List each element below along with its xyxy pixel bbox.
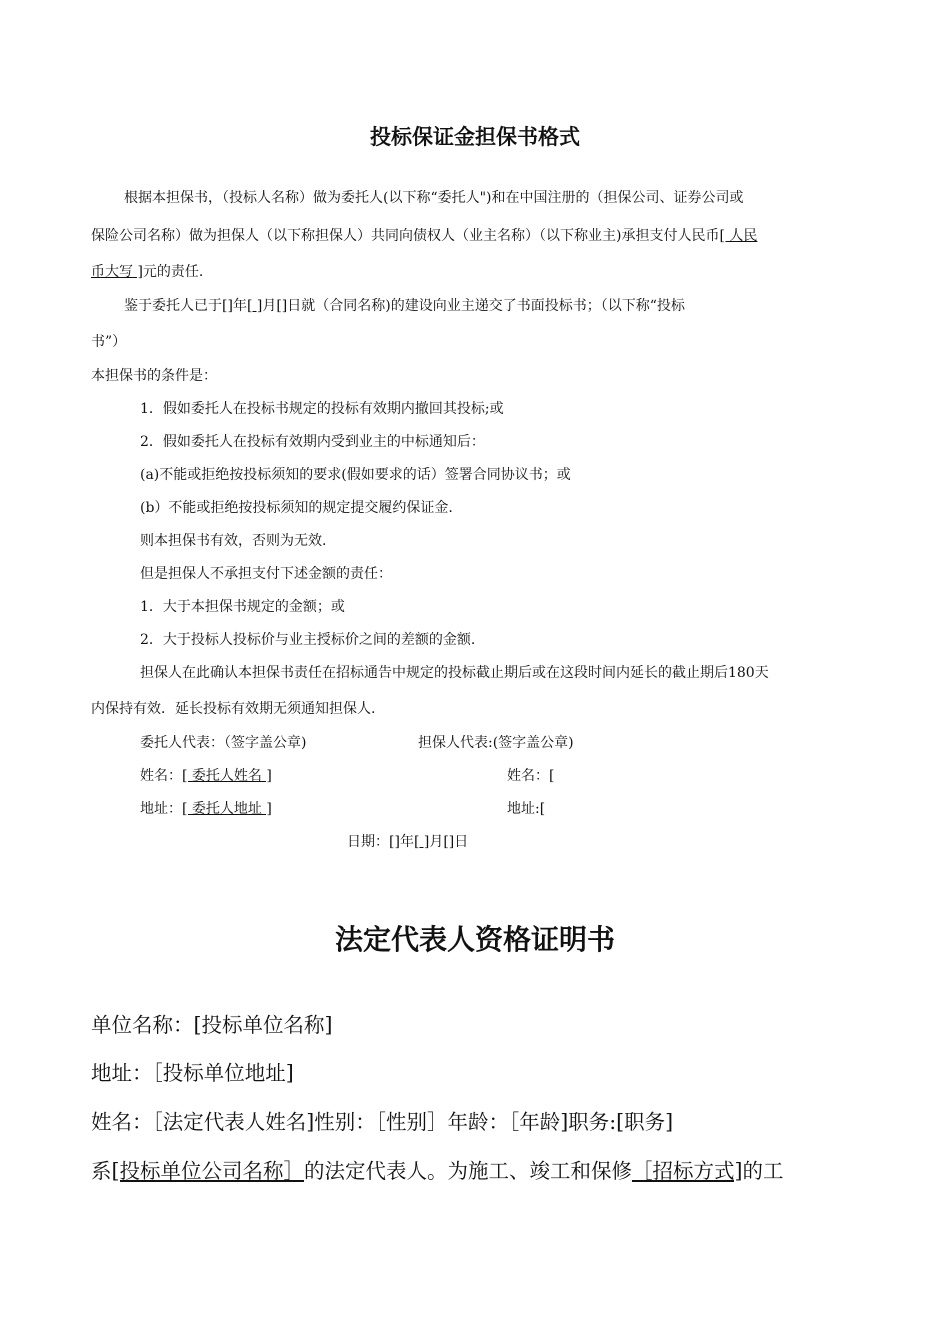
blank-field-tender-method: ［招标方式] [632, 1159, 743, 1183]
paragraph-2-line-2: 书”） [91, 334, 127, 350]
blank-field-guarantor-address: [ [539, 801, 546, 817]
principal-address-label: 地址： [140, 801, 182, 817]
blank-field-day: [] [276, 298, 288, 314]
guarantor-name-row [507, 766, 554, 786]
blank-field-principal-name: [ 委托人姓名 ] [182, 768, 272, 784]
paragraph-1-line-1: 根据本担保书，（投标人名称）做为委托人(以下称“委托人")和在中国注册的（担保公司、证券公司或 [124, 190, 744, 206]
principal-representative-label: 委托人代表：（签字盖公章) [140, 735, 307, 751]
guarantor-address-label: 地址: [507, 801, 540, 817]
text-segment: 月 [262, 298, 277, 314]
blank-field-date-month: [ ] [413, 834, 430, 850]
guarantor-representative-label: 担保人代表:(签字盖公章) [418, 735, 574, 751]
blank-field-month: [ ] [246, 298, 263, 314]
exclusion-intro: 但是担保人不承担支付下述金额的责任： [140, 566, 392, 582]
representative-info-line: 姓名：［法定代表人姓名]性别：［性别］年龄：［年龄]职务:[职务] [91, 1110, 674, 1134]
condition-2b: (b）不能或拒绝按投标须知的规定提交履约保证金. [140, 500, 453, 516]
date-label: 日期： [347, 834, 389, 850]
text-segment: 鉴于委托人已于 [124, 298, 222, 314]
blank-field-guarantor-name: [ [549, 768, 555, 784]
principal-name-row [140, 766, 272, 786]
conditions-intro: 本担保书的条件是： [91, 368, 217, 384]
blank-field-year: [] [222, 298, 233, 314]
text-segment: 元的责任. [142, 264, 204, 280]
text-segment: 年 [399, 834, 414, 850]
exclusion-2: 2．大于投标人投标价与业主授标价之间的差额的金额. [140, 632, 476, 648]
blank-field-rmb-amount: [ 人民 [719, 228, 758, 244]
paragraph-1-line-3 [91, 262, 203, 282]
text-segment: 年 [232, 298, 247, 314]
blank-field-date-year: [] [389, 834, 400, 850]
validity-statement: 则本担保书有效，否则为无效. [140, 533, 327, 549]
text-segment: 日 [454, 834, 469, 850]
unit-name-line: 单位名称：[投标单位名称] [91, 1013, 333, 1037]
text-segment: 日就（合同名称)的建设向业主递交了书面投标书；（以下称“投标 [287, 298, 685, 314]
principal-address-row [140, 799, 272, 819]
text-segment: 系 [91, 1159, 112, 1183]
blank-field-company-name: [投标单位公司名称］ [111, 1159, 304, 1183]
condition-1: 1．假如委托人在投标书规定的投标有效期内撤回其投标;或 [140, 401, 504, 417]
confirmation-line-2: 内保持有效．延长投标有效期无须通知担保人. [91, 701, 376, 717]
guarantor-address-row [507, 799, 545, 819]
representative-statement-line [91, 1157, 784, 1185]
text-segment: 保险公司名称）做为担保人（以下称担保人）共同向债权人（业主名称）（以下称业主)承担支付人民币 [91, 228, 720, 244]
blank-field-date-day: [] [443, 834, 455, 850]
guarantor-name-label: 姓名： [507, 768, 549, 784]
confirmation-line-1: 担保人在此确认本担保书责任在招标通告中规定的投标截止期后或在这段时间内延长的截止期后180天 [140, 665, 769, 681]
blank-field-principal-address: [ 委托人地址 ] [182, 801, 272, 817]
legal-rep-title: 法定代表人资格证明书 [334, 923, 615, 956]
paragraph-2-line-1 [124, 296, 685, 316]
text-segment: 月 [429, 834, 444, 850]
paragraph-1-line-2 [91, 226, 757, 246]
condition-2: 2．假如委托人在投标有效期内受到业主的中标通知后： [140, 434, 485, 450]
principal-name-label: 姓名： [140, 768, 182, 784]
unit-address-line: 地址：［投标单位地址] [91, 1061, 294, 1085]
text-segment: 的工 [742, 1159, 784, 1183]
guarantee-title: 投标保证金担保书格式 [370, 125, 580, 149]
blank-field-rmb-amount-cont: 币大写 ] [91, 264, 143, 280]
text-segment: 的法定代表人。为施工、竣工和保修 [304, 1159, 632, 1183]
exclusion-1: 1．大于本担保书规定的金额；或 [140, 599, 345, 615]
date-row [347, 832, 468, 852]
condition-2a: (a)不能或拒绝按投标须知的要求(假如要求的话）签署合同协议书；或 [140, 467, 571, 483]
